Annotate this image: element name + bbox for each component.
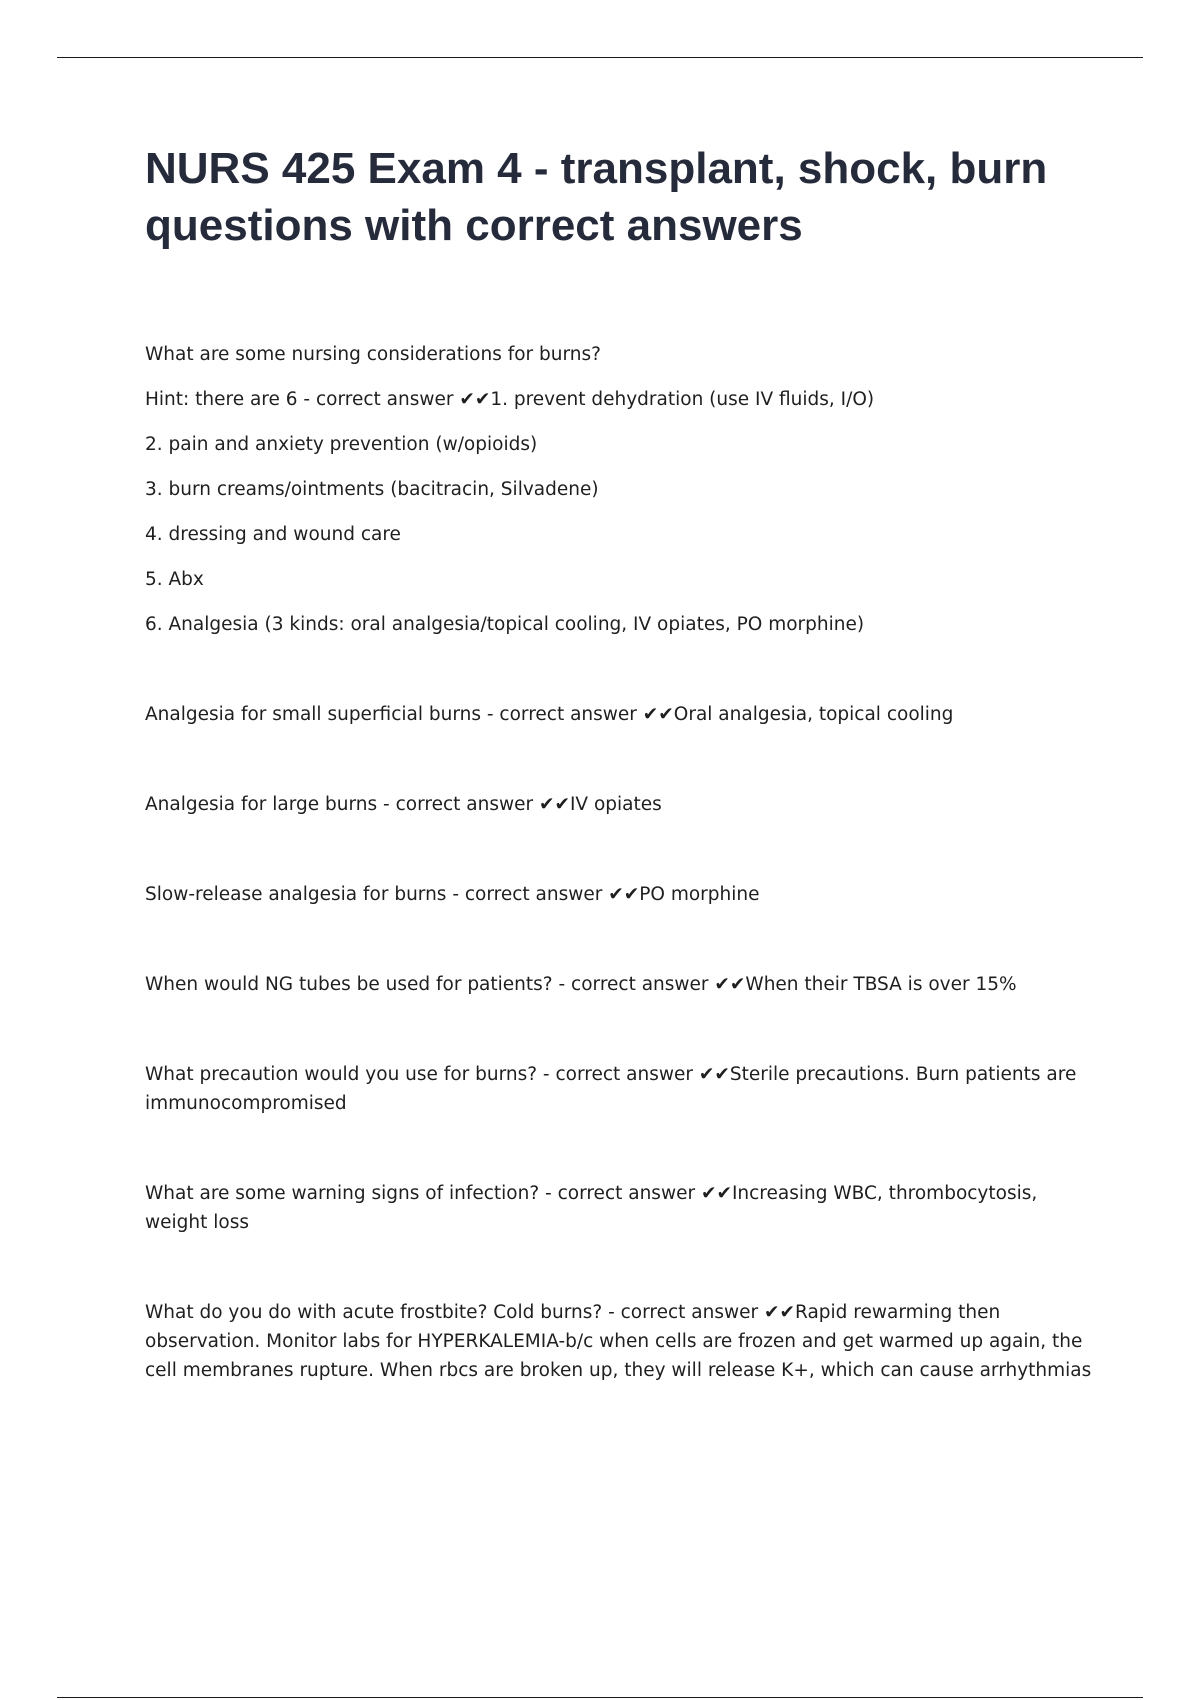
bottom-rule xyxy=(57,1697,1143,1698)
qa-item: When would NG tubes be used for patients? - correct answer ✔✔When their TBSA is over 15% xyxy=(145,974,1017,995)
answer-line: Hint: there are 6 - correct answer ✔✔1. prevent dehydration (use IV fluids, I/O) xyxy=(145,389,875,410)
answer-line: 2. pain and anxiety prevention (w/opioids) xyxy=(145,434,538,455)
document-title: NURS 425 Exam 4 - transplant, shock, burn questions with correct answers xyxy=(145,144,1048,250)
qa-item-nursing-considerations xyxy=(145,340,1095,639)
top-rule xyxy=(57,57,1143,58)
answer-line: 4. dressing and wound care xyxy=(145,524,401,545)
qa-list xyxy=(145,340,1095,1385)
qa-item: Analgesia for large burns - correct answer ✔✔IV opiates xyxy=(145,794,662,815)
qa-item: What precaution would you use for burns? - correct answer ✔✔Sterile precautions. Burn patients are immunocompromised xyxy=(145,1064,1077,1114)
question-text: What are some nursing considerations for burns? xyxy=(145,344,601,365)
qa-item: What do you do with acute frostbite? Cold burns? - correct answer ✔✔Rapid rewarming then observation. Monitor labs for HYPERKALEMIA-b/c when cells are frozen and get warmed up again, the cell membranes rupture. When rbcs are broken up, they will release K+, which can cause arrhythmias xyxy=(145,1302,1092,1381)
document-body xyxy=(145,140,1095,1385)
qa-item: Analgesia for small superficial burns - correct answer ✔✔Oral analgesia, topical cooling xyxy=(145,704,954,725)
qa-item: Slow-release analgesia for burns - correct answer ✔✔PO morphine xyxy=(145,884,760,905)
answer-line: 5. Abx xyxy=(145,569,204,590)
qa-item: What are some warning signs of infection? - correct answer ✔✔Increasing WBC, thrombocytosis, weight loss xyxy=(145,1183,1038,1233)
answer-line: 6. Analgesia (3 kinds: oral analgesia/topical cooling, IV opiates, PO morphine) xyxy=(145,614,865,635)
answer-line: 3. burn creams/ointments (bacitracin, Silvadene) xyxy=(145,479,599,500)
